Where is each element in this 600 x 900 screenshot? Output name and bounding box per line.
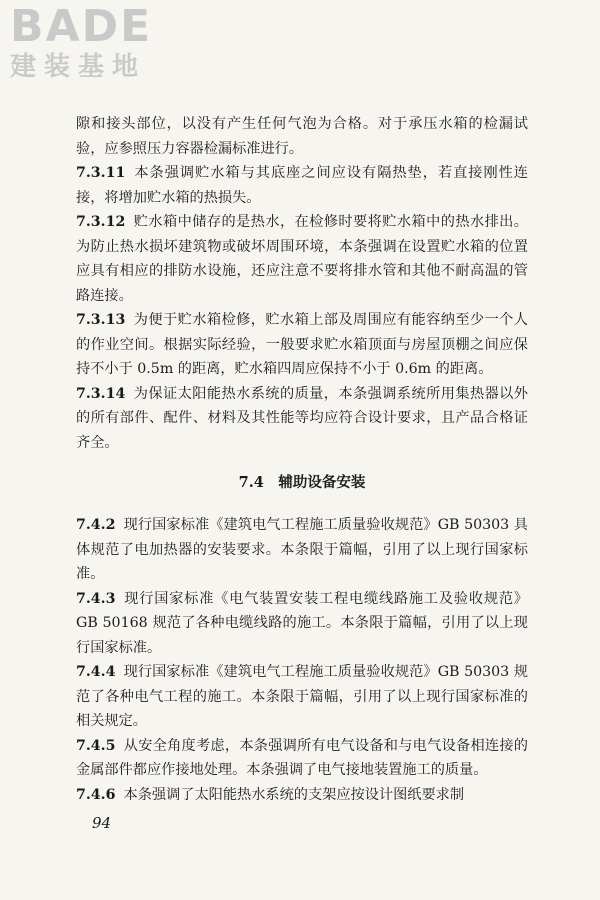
clause-7-3-14 <box>76 382 528 456</box>
clause-text: 现行国家标准《建筑电气工程施工质量验收规范》GB 50303 具体规范了电加热器的安装要求。本条限于篇幅，引用了以上现行国家标准。 <box>76 517 528 582</box>
clause-7-4-5 <box>76 734 528 783</box>
page-number: 94 <box>92 814 112 832</box>
clause-7-3-12 <box>76 210 528 308</box>
clause-text: 为保证太阳能热水系统的质量，本条强调系统所用集热器以外的所有部件、配件、材料及其性能等均应符合设计要求，且产品合格证齐全。 <box>76 385 528 451</box>
section-heading: 7.4 辅助设备安装 <box>238 474 366 491</box>
clause-text: 现行国家标准《电气装置安装工程电缆线路施工及验收规范》GB 50168 规范了各种电缆线路的施工。本条限于篇幅，引用了以上现行国家标准。 <box>76 590 528 656</box>
clause-text: 从安全角度考虑，本条强调所有电气设备和与电气设备相连接的金属部件都应作接地处理。本条强调了电气接地装置施工的质量。 <box>76 737 528 778</box>
clause-7-3-11 <box>76 161 528 210</box>
clause-text: 现行国家标准《建筑电气工程施工质量验收规范》GB 50303 规范了各种电气工程的施工。本条限于篇幅，引用了以上现行国家标准的相关规定。 <box>76 664 528 729</box>
clause-number: 7.4.5 <box>76 737 116 754</box>
clause-text: 贮水箱中储存的是热水，在检修时要将贮水箱中的热水排出。为防止热水损坏建筑物或破坏周围环境，本条强调在设置贮水箱的位置应具有相应的排防水设施，还应注意不要将排水管和其他不耐高温的管路连接。 <box>76 214 528 304</box>
document-body <box>76 112 528 807</box>
bade-logo <box>10 1 153 82</box>
logo-wordmark: BADE <box>10 1 153 52</box>
clause-7-4-4 <box>76 660 528 734</box>
logo-subtitle: 建装基地 <box>10 52 147 82</box>
clause-7-4-2 <box>76 513 528 587</box>
paragraph-text: 隙和接头部位，以没有产生任何气泡为合格。对于承压水箱的检漏试验，应参照压力容器检漏标准进行。 <box>76 116 528 157</box>
clause-number: 7.3.14 <box>76 385 126 402</box>
clause-text: 本条强调了太阳能热水系统的支架应按设计图纸要求制 <box>123 786 465 803</box>
clause-7-4-6 <box>76 783 528 808</box>
clause-number: 7.3.13 <box>76 312 126 328</box>
clause-text: 为便于贮水箱检修，贮水箱上部及周围应有能容纳至少一个人的作业空间。根据实际经验，一般要求贮水箱顶面与房屋顶棚之间应保持不小于 0.5m 的距离，贮水箱四周应保持不小于 0.6m 的距离。 <box>76 312 528 377</box>
clause-7-4-3 <box>76 587 528 661</box>
clause-7-3-13 <box>76 308 528 382</box>
clause-number: 7.4.4 <box>76 664 116 680</box>
clause-number: 7.4.6 <box>76 786 116 803</box>
clause-text: 本条强调贮水箱与其底座之间应设有隔热垫，若直接刚性连接，将增加贮水箱的热损失。 <box>76 165 528 206</box>
clause-number: 7.3.11 <box>76 165 126 181</box>
clause-number: 7.3.12 <box>76 214 126 230</box>
clause-number: 7.4.3 <box>76 590 116 607</box>
paragraph-continuation <box>76 112 528 161</box>
clause-number: 7.4.2 <box>76 517 116 533</box>
